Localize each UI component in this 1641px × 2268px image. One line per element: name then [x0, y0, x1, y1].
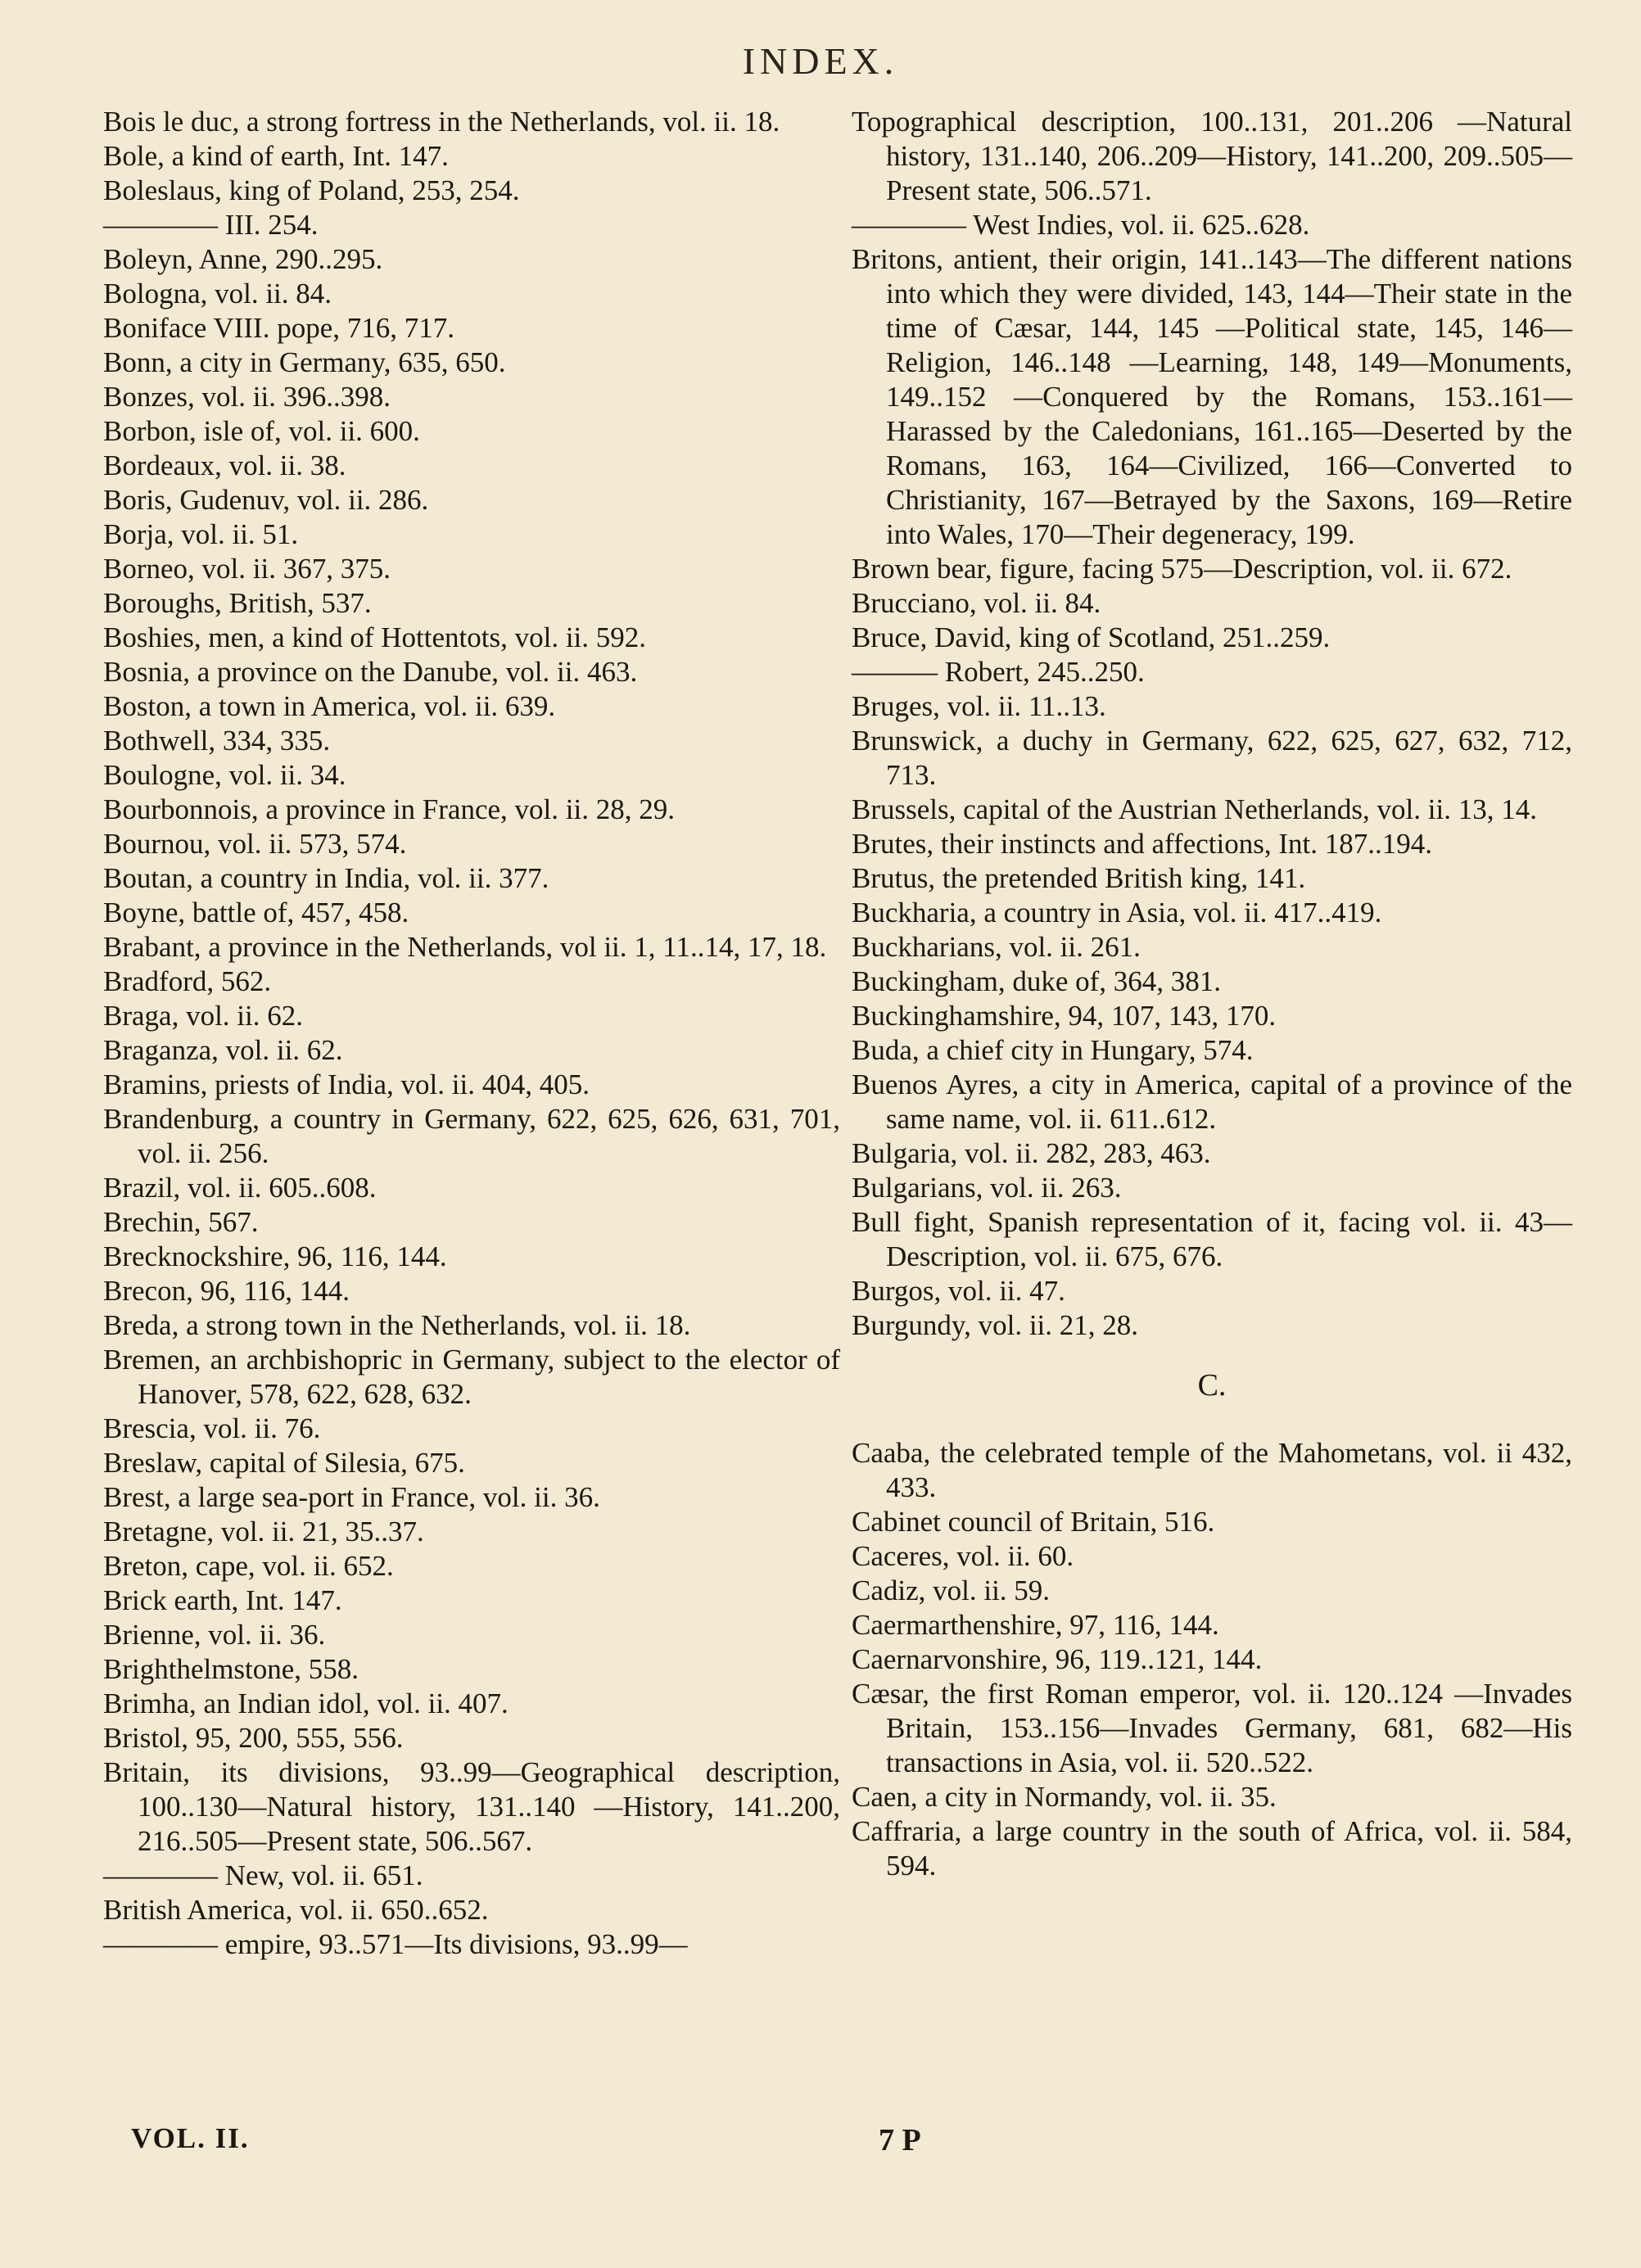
- index-entry: Brutes, their instincts and affections, Int. 187..194.: [852, 828, 1432, 860]
- index-entry: Breton, cape, vol. ii. 652.: [103, 1550, 394, 1582]
- index-entry: Buckharia, a country in Asia, vol. ii. 417..419.: [852, 897, 1382, 928]
- index-entry: Buckingham, duke of, 364, 381.: [852, 965, 1222, 997]
- index-entry: Breslaw, capital of Silesia, 675.: [103, 1447, 465, 1479]
- index-entry: Bologna, vol. ii. 84.: [103, 278, 332, 309]
- index-entry: Boutan, a country in India, vol. ii. 377.: [103, 862, 549, 894]
- right-column-bottom-entries: [852, 1436, 1572, 1883]
- index-entry: ——— Robert, 245..250.: [852, 656, 1145, 688]
- index-entry: Brecon, 96, 116, 144.: [103, 1275, 350, 1307]
- index-entry: Borneo, vol. ii. 367, 375.: [103, 553, 391, 585]
- index-entry: Boroughs, British, 537.: [103, 587, 372, 619]
- index-entry: Burgundy, vol. ii. 21, 28.: [852, 1309, 1139, 1341]
- index-entry: Bradford, 562.: [103, 965, 272, 997]
- index-entry: Braganza, vol. ii. 62.: [103, 1034, 343, 1066]
- index-entry: Bulgarians, vol. ii. 263.: [852, 1172, 1122, 1204]
- index-entry: Boleyn, Anne, 290..295.: [103, 243, 383, 275]
- footer-signature: 7 P: [879, 2123, 921, 2157]
- index-entry: Britain, its divisions, 93..99—Geographical description, 100..130—Natural history, 131..140 —History, 141..200, 216..505—Present state, 506..567.: [103, 1756, 840, 1857]
- index-entry: Boniface VIII. pope, 716, 717.: [103, 312, 454, 344]
- index-entry: Brandenburg, a country in Germany, 622, 625, 626, 631, 701, vol. ii. 256.: [103, 1103, 840, 1169]
- index-entry: Bull fight, Spanish representation of it, facing vol. ii. 43—Description, vol. ii. 675, 676.: [852, 1206, 1572, 1272]
- index-entry: Brucciano, vol. ii. 84.: [852, 587, 1101, 619]
- index-entry: Borja, vol. ii. 51.: [103, 518, 299, 550]
- index-entry: ———— empire, 93..571—Its divisions, 93..99—: [103, 1928, 688, 1960]
- index-entry: Caermarthenshire, 97, 116, 144.: [852, 1609, 1219, 1641]
- index-entry: Boyne, battle of, 457, 458.: [103, 897, 409, 928]
- index-entry: Boston, a town in America, vol. ii. 639.: [103, 690, 556, 722]
- index-entry: Bourbonnois, a province in France, vol. ii. 28, 29.: [103, 793, 675, 825]
- index-entry: Boleslaus, king of Poland, 253, 254.: [103, 174, 520, 206]
- index-entry: Bruce, David, king of Scotland, 251..259.: [852, 621, 1331, 653]
- index-entry: Bonn, a city in Germany, 635, 650.: [103, 346, 506, 378]
- section-letter: C.: [1197, 1368, 1227, 1403]
- index-entry: ———— West Indies, vol. ii. 625..628.: [852, 209, 1310, 241]
- index-entry: Brecknockshire, 96, 116, 144.: [103, 1240, 447, 1272]
- index-entry: British America, vol. ii. 650..652.: [103, 1894, 489, 1926]
- index-entry: Braga, vol. ii. 62.: [103, 1000, 303, 1032]
- index-entry: Brest, a large sea-port in France, vol. ii. 36.: [103, 1481, 600, 1513]
- index-entry: ———— New, vol. ii. 651.: [103, 1859, 423, 1891]
- index-entry: Buda, a chief city in Hungary, 574.: [852, 1034, 1254, 1066]
- index-entry: Bois le duc, a strong fortress in the Netherlands, vol. ii. 18.: [103, 106, 780, 138]
- index-entry: Brimha, an Indian idol, vol. ii. 407.: [103, 1687, 509, 1719]
- index-entry: Bulgaria, vol. ii. 282, 283, 463.: [852, 1137, 1211, 1169]
- index-entry: Caaba, the celebrated temple of the Mahometans, vol. ii 432, 433.: [852, 1437, 1572, 1503]
- index-entry: ———— III. 254.: [103, 209, 319, 241]
- index-entry: Topographical description, 100..131, 201..206 —Natural history, 131..140, 206..209—History, 141..200, 209..505—Present state, 506..571.: [852, 106, 1572, 206]
- index-entry: Brazil, vol. ii. 605..608.: [103, 1172, 377, 1204]
- left-column: [103, 105, 840, 1962]
- index-entry: Boris, Gudenuv, vol. ii. 286.: [103, 484, 429, 516]
- index-entry: Brighthelmstone, 558.: [103, 1653, 359, 1685]
- index-entry: Brick earth, Int. 147.: [103, 1584, 342, 1616]
- index-entry: Borbon, isle of, vol. ii. 600.: [103, 415, 420, 447]
- index-entry: Brabant, a province in the Netherlands, vol ii. 1, 11..14, 17, 18.: [103, 931, 827, 963]
- index-entry: Brechin, 567.: [103, 1206, 259, 1238]
- index-entry: Caffraria, a large country in the south of Africa, vol. ii. 584, 594.: [852, 1815, 1572, 1882]
- index-entry: Bothwell, 334, 335.: [103, 725, 331, 757]
- index-entry: Bruges, vol. ii. 11..13.: [852, 690, 1106, 722]
- index-entry: Brienne, vol. ii. 36.: [103, 1619, 326, 1651]
- index-entry: Bosnia, a province on the Danube, vol. ii. 463.: [103, 656, 638, 688]
- index-entry: Caen, a city in Normandy, vol. ii. 35.: [852, 1781, 1277, 1813]
- index-entry: Brown bear, figure, facing 575—Description, vol. ii. 672.: [852, 553, 1512, 585]
- index-entry: Bremen, an archbishopric in Germany, subject to the elector of Hanover, 578, 622, 628, 632.: [103, 1344, 840, 1410]
- index-entry: Boulogne, vol. ii. 34.: [103, 759, 346, 791]
- index-entry: Brutus, the pretended British king, 141.: [852, 862, 1306, 894]
- page-header: INDEX.: [742, 40, 899, 82]
- index-entry: Bretagne, vol. ii. 21, 35..37.: [103, 1516, 424, 1547]
- index-entry: Boshies, men, a kind of Hottentots, vol. ii. 592.: [103, 621, 647, 653]
- right-column-top-entries: [852, 105, 1572, 1343]
- index-entry: Cabinet council of Britain, 516.: [852, 1506, 1215, 1538]
- index-entry: Buenos Ayres, a city in America, capital of a province of the same name, vol. ii. 611..612.: [852, 1068, 1572, 1135]
- index-entry: Cæsar, the first Roman emperor, vol. ii. 120..124 —Invades Britain, 153..156—Invades Germany, 681, 682—His transactions in Asia, vol. ii. 520..522.: [852, 1678, 1572, 1778]
- index-entry: Bordeaux, vol. ii. 38.: [103, 450, 346, 481]
- index-entry: Bole, a kind of earth, Int. 147.: [103, 140, 449, 172]
- index-entry: Buckharians, vol. ii. 261.: [852, 931, 1141, 963]
- index-entry: Brunswick, a duchy in Germany, 622, 625, 627, 632, 712, 713.: [852, 725, 1572, 791]
- index-entry: Brussels, capital of the Austrian Netherlands, vol. ii. 13, 14.: [852, 793, 1537, 825]
- index-entry: Bristol, 95, 200, 555, 556.: [103, 1722, 404, 1754]
- index-entry: Caernarvonshire, 96, 119..121, 144.: [852, 1643, 1263, 1675]
- index-entry: Caceres, vol. ii. 60.: [852, 1540, 1074, 1572]
- index-entry: Breda, a strong town in the Netherlands, vol. ii. 18.: [103, 1309, 691, 1341]
- index-entry: Cadiz, vol. ii. 59.: [852, 1574, 1051, 1606]
- index-entry: Burgos, vol. ii. 47.: [852, 1275, 1065, 1307]
- index-entry: Britons, antient, their origin, 141..143—The different nations into which they were divided, 143, 144—Their state in the time of Cæsar, 144, 145 —Political state, 145, 146—Religion, 146..148 —Learning, 148, 149—Monuments, 149..152 —Conquered by the Romans, 153..161—Harassed by the Caledonians, 161..165—Deserted by the Romans, 163, 164—Civilized, 166—Converted to Christianity, 167—Betrayed by the Saxons, 169—Retire into Wales, 170—Their degeneracy, 199.: [852, 243, 1572, 550]
- footer-volume: VOL. II.: [131, 2122, 250, 2154]
- index-entry: Buckinghamshire, 94, 107, 143, 170.: [852, 1000, 1277, 1032]
- index-entry: Bonzes, vol. ii. 396..398.: [103, 381, 391, 413]
- index-entry: Bournou, vol. ii. 573, 574.: [103, 828, 407, 860]
- index-entry: Brescia, vol. ii. 76.: [103, 1412, 321, 1444]
- index-entry: Bramins, priests of India, vol. ii. 404, 405.: [103, 1068, 590, 1100]
- right-column: [852, 105, 1572, 1883]
